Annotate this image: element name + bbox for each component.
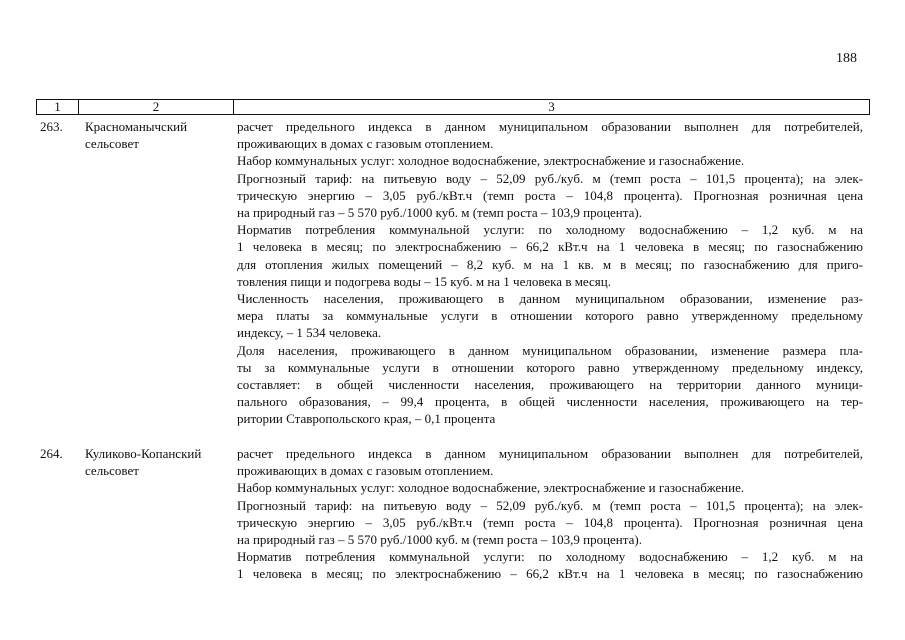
municipality-name-line: сельсовет: [85, 463, 139, 479]
description-line: ритории Ставропольского края, – 0,1 процента: [237, 411, 496, 427]
description-line: проживающих в домах с газовым отоплением.: [237, 463, 494, 479]
municipality-name: [85, 445, 235, 479]
description-line: расчет предельного индекса в данном муниципальном образовании выполнен для потребителей,: [237, 446, 863, 461]
column-header-2: 2: [78, 100, 233, 114]
description-line: ты за коммунальные услуги в отношении которого равно утвержденному предельному индексу,: [237, 359, 863, 375]
description-line: Норматив потребления коммунальной услуги: по холодному водоснабжению – 1,2 куб. м на: [237, 549, 863, 565]
column-header-3: 3: [233, 100, 870, 114]
description-line: пального образования, – 99,4 процента, в общей численности населения, проживающего на тер-: [237, 394, 863, 410]
description-line: Норматив потребления коммунальной услуги: по холодному водоснабжению – 1,2 куб. м на: [237, 222, 863, 238]
description-line: мера платы за коммунальные услуги в отношении которого равно утвержденному предельному: [237, 308, 863, 324]
description-line: составляет: в общей численности населения, проживающего на территории данного муници-: [237, 377, 863, 393]
municipality-name-line: сельсовет: [85, 136, 139, 152]
row-number: 264.: [40, 446, 63, 461]
description-line: Доля населения, проживающего в данном муниципальном образовании, изменение размера пла-: [237, 342, 863, 358]
description-line: 1 человека в месяц; по электроснабжению – 66,2 кВт.ч на 1 человека в месяц; по газоснабжению: [237, 239, 863, 255]
description-line: 1 человека в месяц; по электроснабжению – 66,2 кВт.ч на 1 человека в месяц; по газоснабжению: [237, 566, 863, 582]
municipality-name-line: Красноманычский: [85, 119, 188, 134]
municipality-name: [85, 118, 235, 152]
table-column-header: [36, 99, 870, 115]
description-line: индексу, – 1 534 человека.: [237, 325, 382, 341]
municipality-name-line: Куликово-Копанский: [85, 446, 202, 461]
description-line: Численность населения, проживающего в данном муниципальном образовании, изменение раз-: [237, 291, 863, 307]
description-line: на природный газ – 5 570 руб./1000 куб. м (темп роста – 103,9 процента).: [237, 532, 642, 548]
row-number: 263.: [40, 119, 63, 134]
column-header-1: 1: [36, 100, 78, 114]
description-line: Набор коммунальных услуг: холодное водоснабжение, электроснабжение и газоснабжение.: [237, 153, 745, 169]
index-description: [237, 118, 863, 428]
description-line: проживающих в домах с газовым отоплением.: [237, 136, 494, 152]
description-line: на природный газ – 5 570 руб./1000 куб. м (темп роста – 103,9 процента).: [237, 205, 642, 221]
description-line: трическую энергию – 3,05 руб./кВт.ч (темп роста – 104,8 процента). Прогнозная розничная цена: [237, 514, 863, 530]
description-line: товления пищи и подогрева воды – 15 куб. м на 1 человека в месяц.: [237, 273, 611, 289]
description-line: Набор коммунальных услуг: холодное водоснабжение, электроснабжение и газоснабжение.: [237, 480, 745, 496]
description-line: для отопления жилых помещений – 8,2 куб. м на 1 кв. м в месяц; по газоснабжению для приго-: [237, 256, 863, 272]
page-number: 188: [836, 51, 857, 66]
description-line: Прогнозный тариф: на питьевую воду – 52,09 руб./куб. м (темп роста – 101,5 процента); на элек-: [237, 497, 863, 513]
description-line: расчет предельного индекса в данном муниципальном образовании выполнен для потребителей,: [237, 119, 863, 134]
description-line: трическую энергию – 3,05 руб./кВт.ч (темп роста – 104,8 процента). Прогнозная розничная цена: [237, 187, 863, 203]
index-description: [237, 445, 863, 583]
description-line: Прогнозный тариф: на питьевую воду – 52,09 руб./куб. м (темп роста – 101,5 процента); на элек-: [237, 170, 863, 186]
